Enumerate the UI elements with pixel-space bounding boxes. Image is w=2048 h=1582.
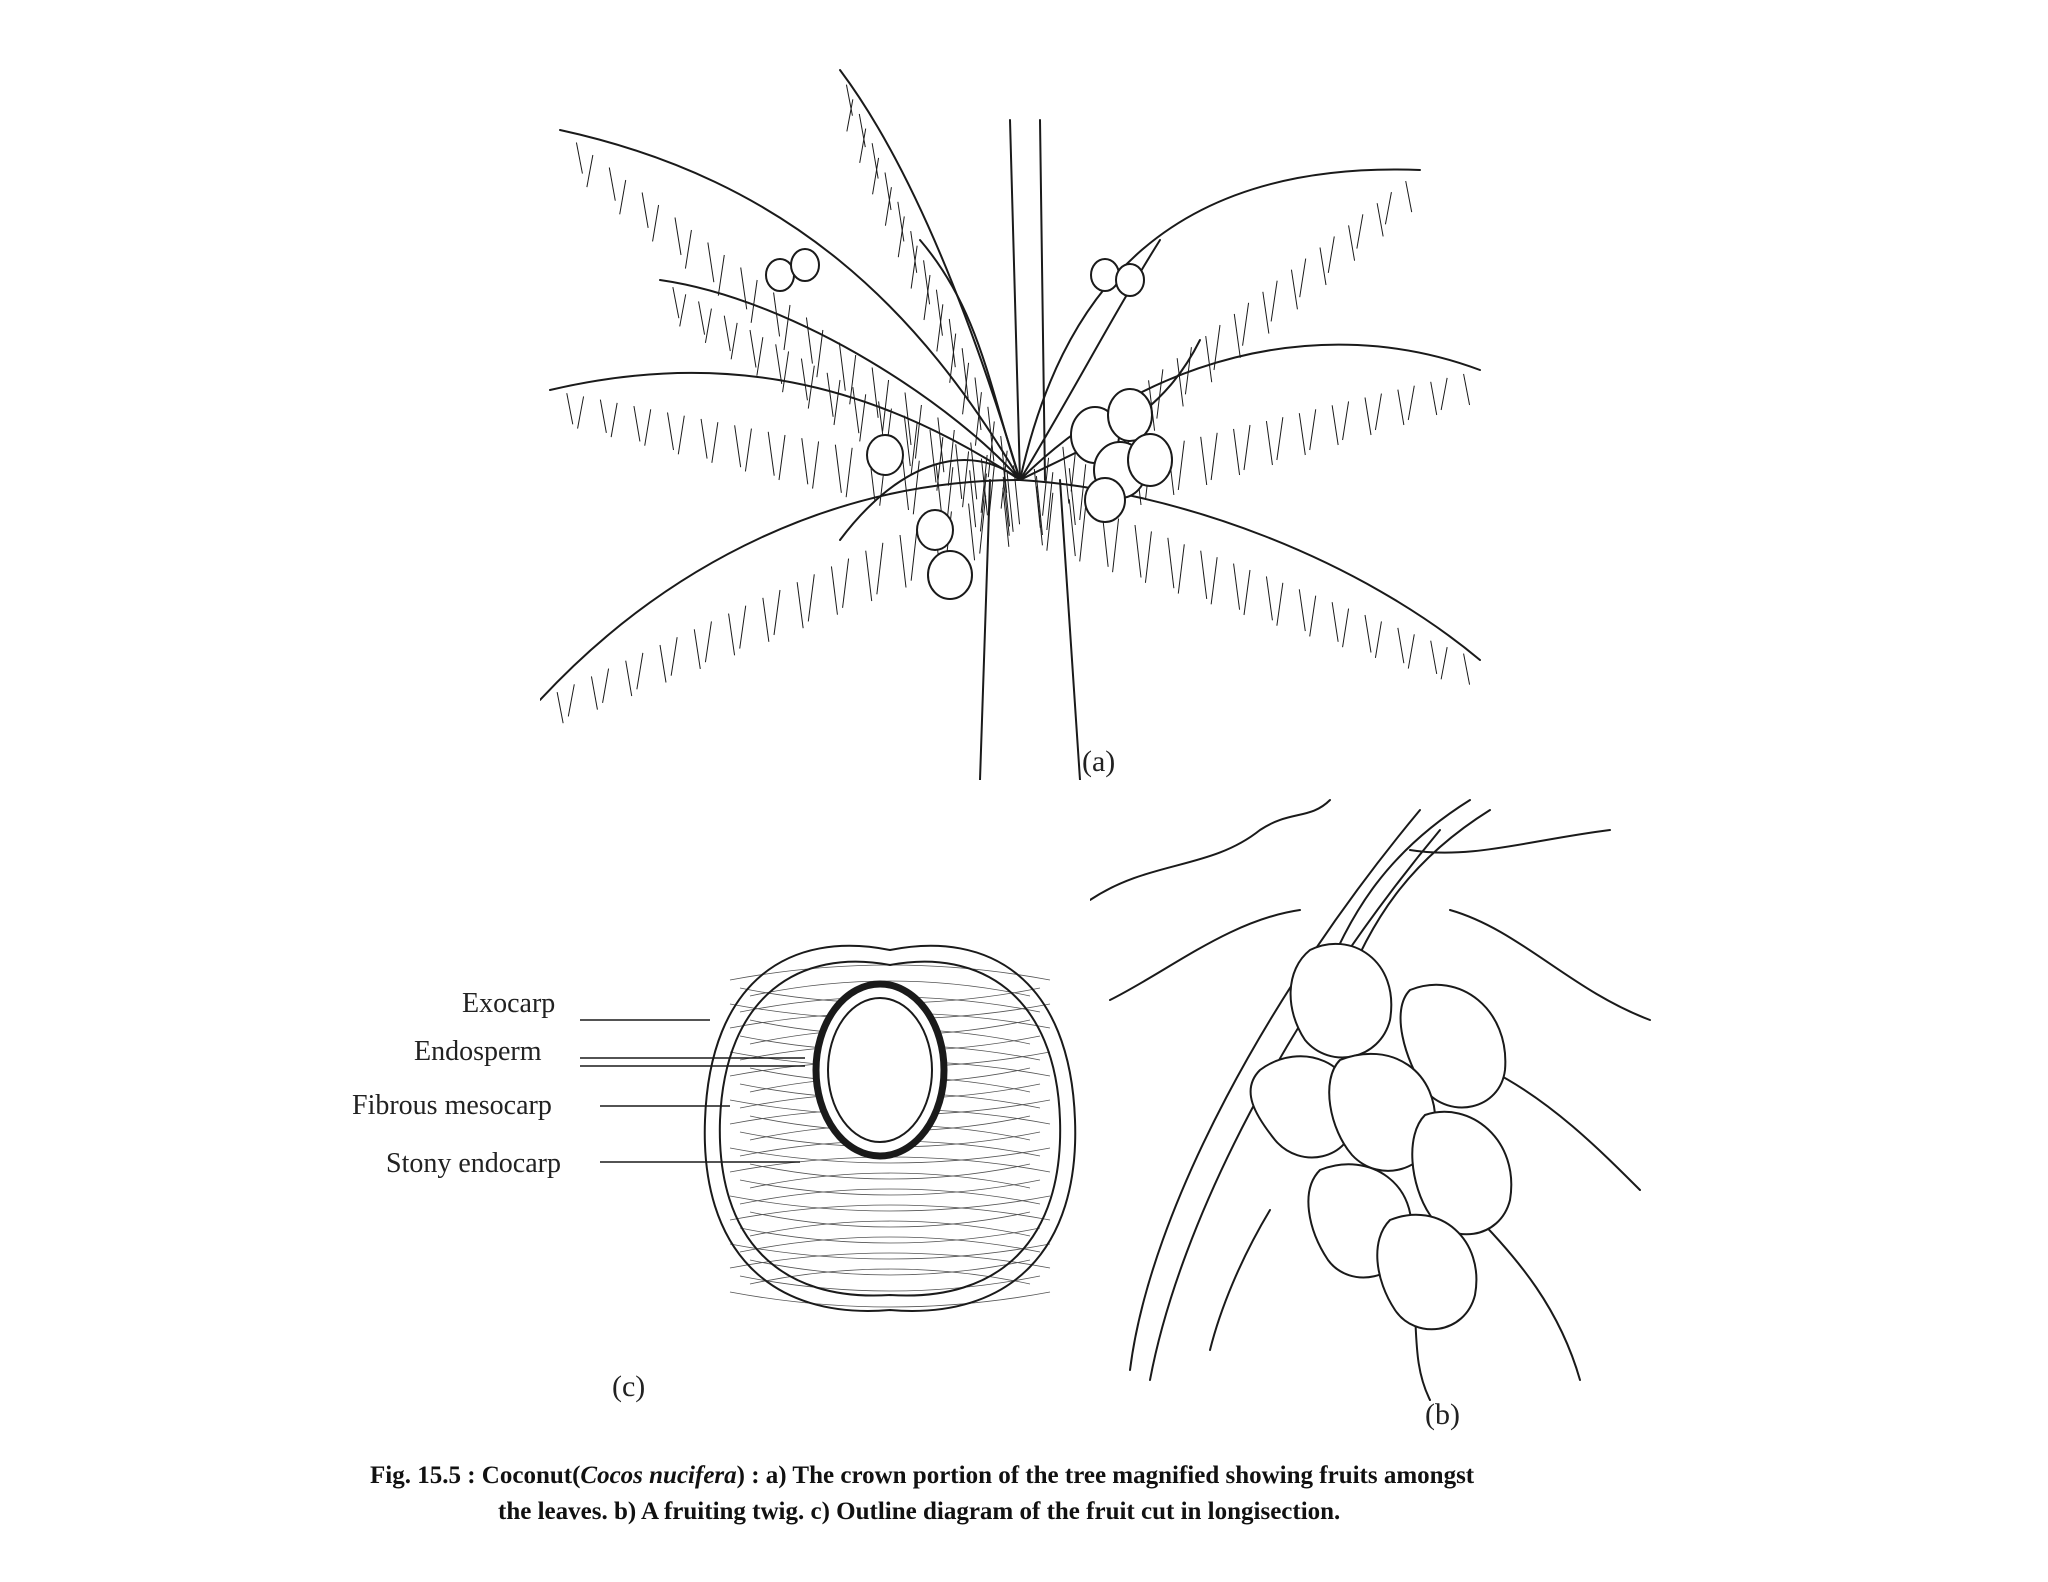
caption-line2: the leaves. b) A fruiting twig. c) Outline diagram of the fruit cut in longisection. bbox=[498, 1498, 1341, 1525]
caption-line1-rest: ) : a) The crown portion of the tree magnified showing fruits amongst bbox=[736, 1462, 1475, 1489]
caption-species: Cocos nucifera bbox=[580, 1462, 737, 1489]
leader-lines bbox=[580, 1000, 1000, 1220]
palm-crown-illustration bbox=[540, 60, 1490, 780]
caption-prefix: Fig. 15.5 : Coconut( bbox=[370, 1462, 581, 1489]
label-endosperm: Endosperm bbox=[414, 1036, 542, 1067]
label-stony-endocarp: Stony endocarp bbox=[386, 1148, 561, 1179]
panel-c-label: (c) bbox=[612, 1370, 646, 1403]
figure-caption bbox=[370, 1458, 1560, 1530]
panel-a-label: (a) bbox=[1082, 745, 1116, 778]
fruiting-twig-illustration bbox=[1090, 790, 1670, 1410]
label-exocarp: Exocarp bbox=[462, 988, 556, 1019]
label-fibrous-mesocarp: Fibrous mesocarp bbox=[352, 1090, 552, 1121]
panel-b-label: (b) bbox=[1425, 1398, 1460, 1431]
